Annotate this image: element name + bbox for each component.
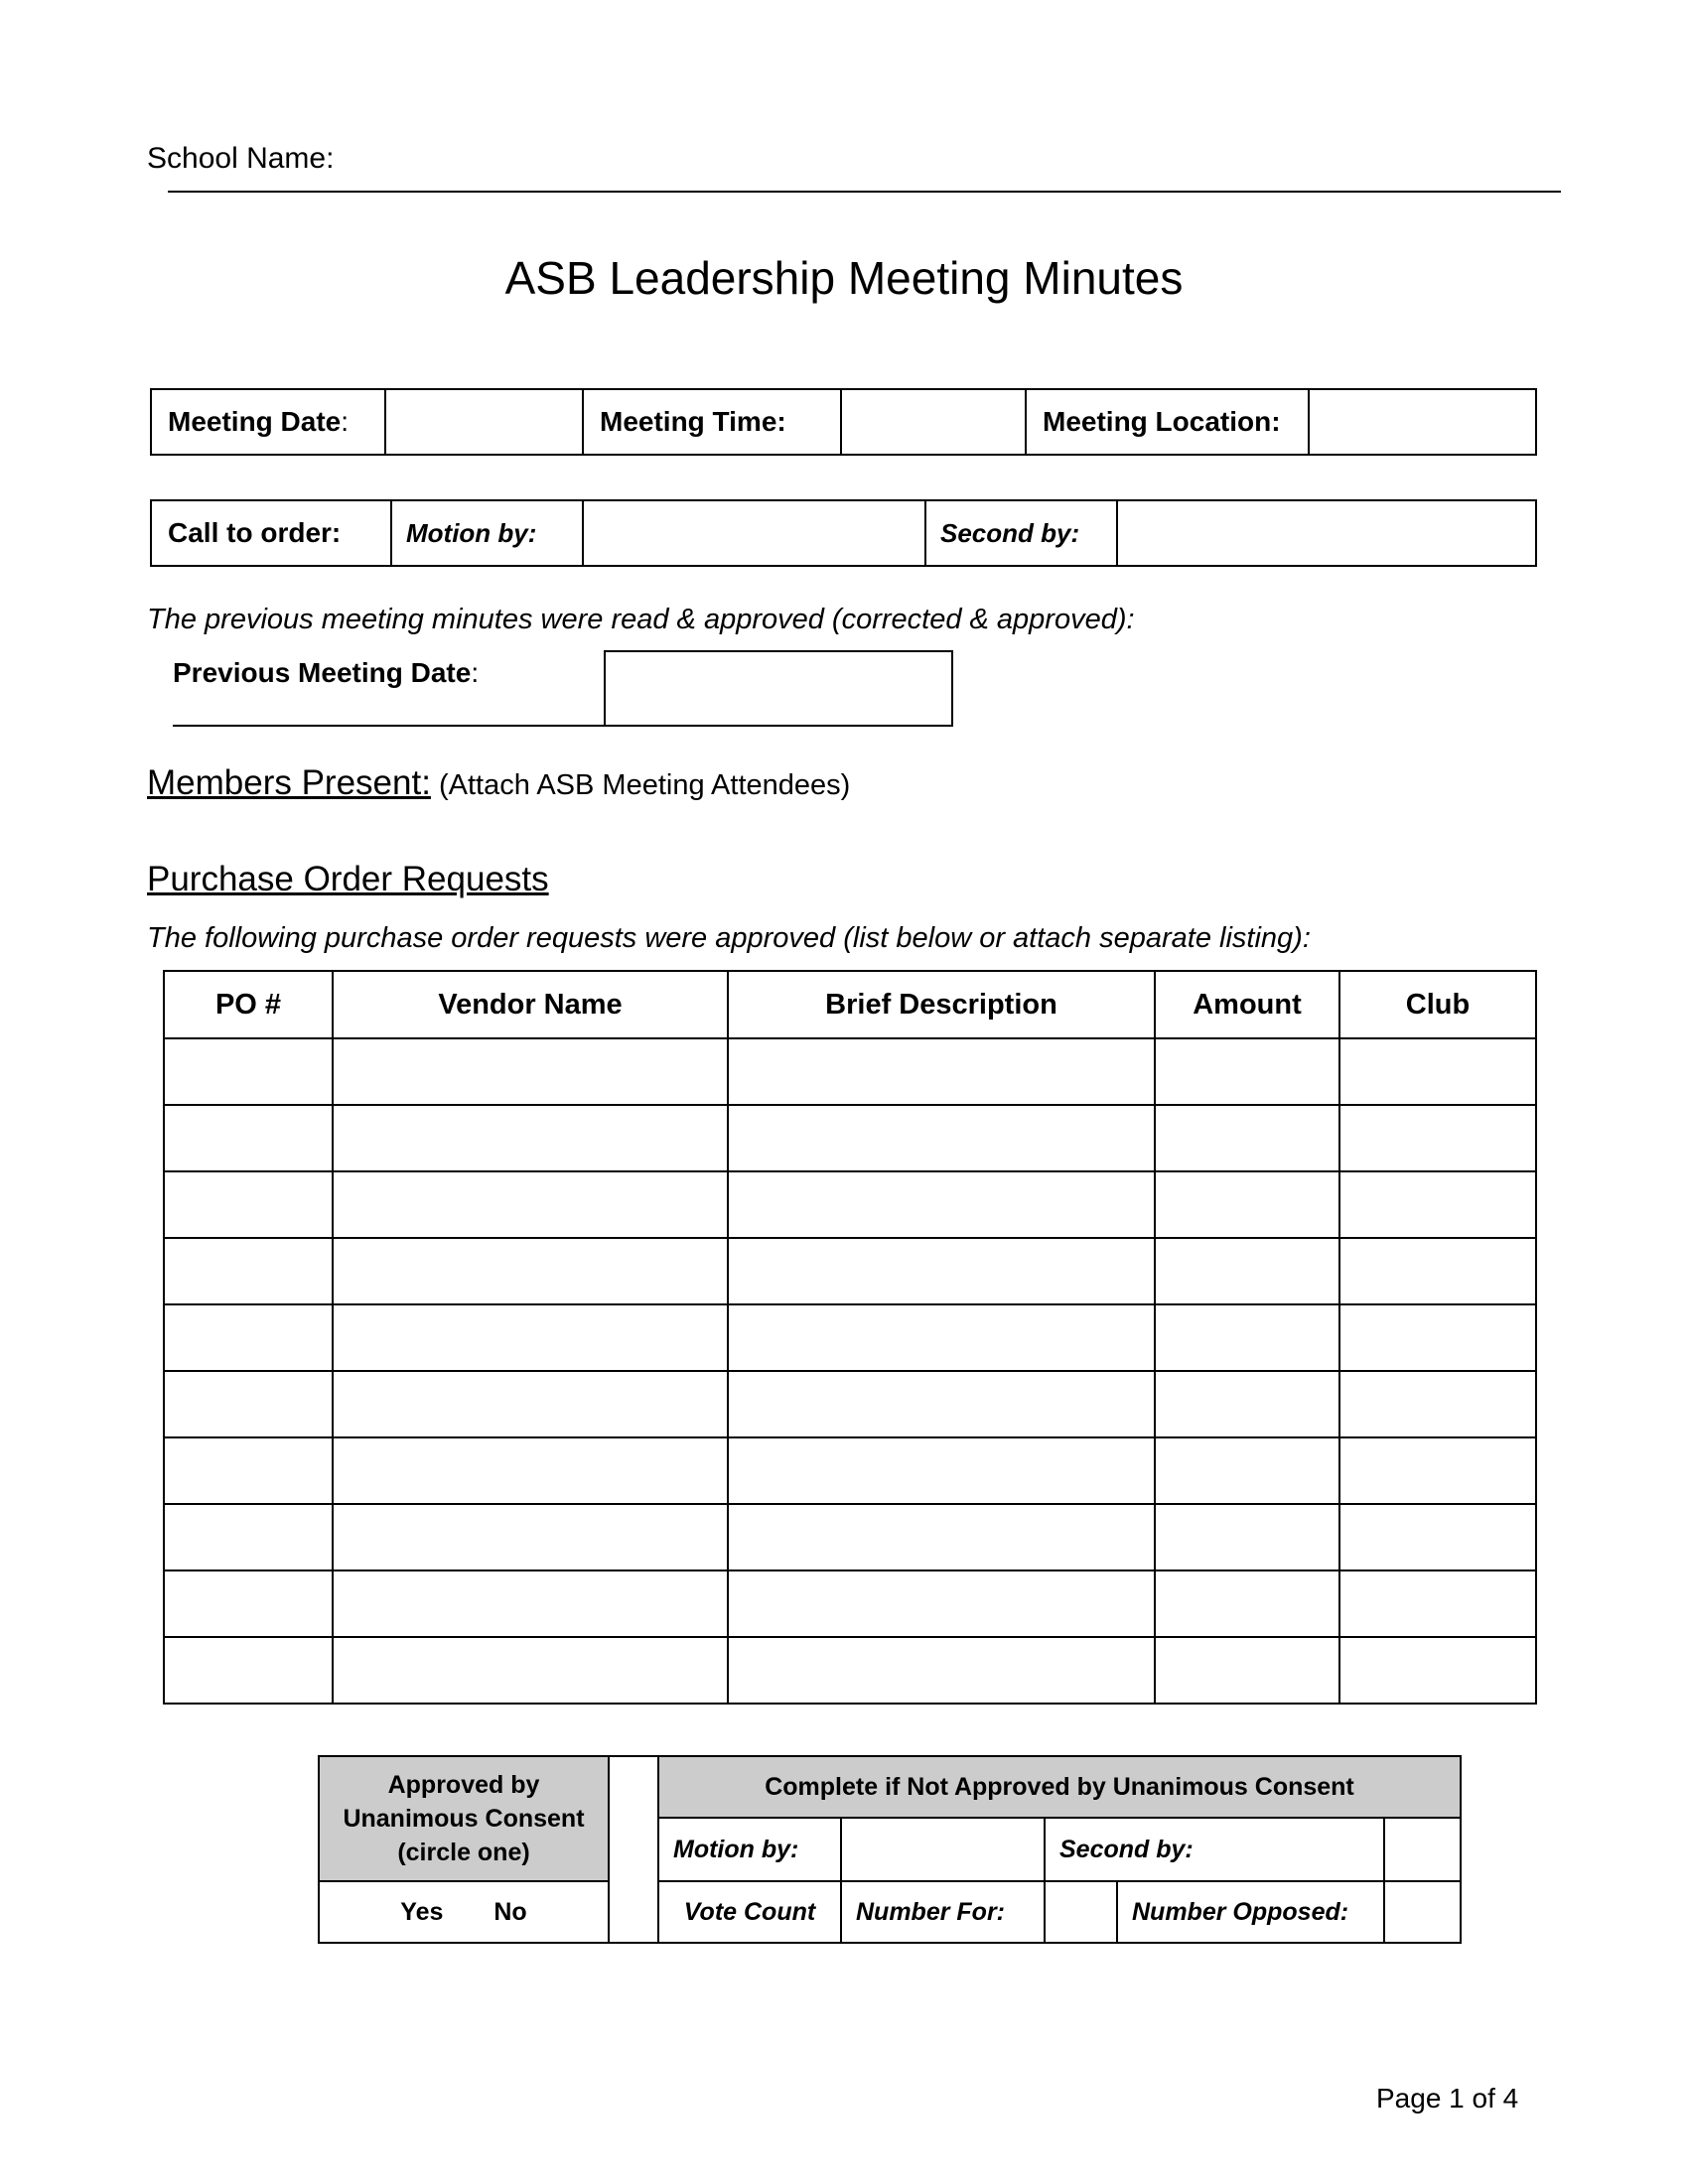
previous-minutes-note: The previous meeting minutes were read & approved (corrected & approved): bbox=[147, 604, 1135, 635]
table-cell[interactable] bbox=[1339, 1570, 1536, 1637]
column-header-vendor: Vendor Name bbox=[333, 971, 728, 1038]
call-to-order-table bbox=[150, 499, 1537, 567]
table-cell[interactable] bbox=[164, 1304, 333, 1371]
table-cell[interactable] bbox=[728, 1171, 1155, 1238]
table-cell[interactable] bbox=[164, 1504, 333, 1570]
table-cell[interactable] bbox=[333, 1504, 728, 1570]
table-cell[interactable] bbox=[333, 1238, 728, 1304]
spacer-cell bbox=[609, 1756, 658, 1943]
purchase-order-heading: Purchase Order Requests bbox=[147, 860, 549, 898]
motion-by-field[interactable] bbox=[583, 500, 925, 566]
number-for-label: Number For: bbox=[841, 1881, 1045, 1943]
table-row bbox=[164, 1504, 1536, 1570]
table-cell[interactable] bbox=[728, 1105, 1155, 1171]
table-cell[interactable] bbox=[1339, 1437, 1536, 1504]
table-cell[interactable] bbox=[164, 1437, 333, 1504]
page-number: Page 1 of 4 bbox=[1376, 2083, 1519, 2114]
table-cell[interactable] bbox=[164, 1371, 333, 1437]
table-cell[interactable] bbox=[164, 1637, 333, 1704]
table-cell[interactable] bbox=[1339, 1238, 1536, 1304]
number-opposed-label: Number Opposed: bbox=[1117, 1881, 1384, 1943]
meeting-date-label: Meeting Date: bbox=[151, 389, 385, 455]
column-header-amount: Amount bbox=[1155, 971, 1339, 1038]
unanimous-consent-heading: Approved by Unanimous Consent (circle one) bbox=[319, 1756, 609, 1881]
school-name-line[interactable] bbox=[168, 191, 1561, 193]
table-cell[interactable] bbox=[728, 1504, 1155, 1570]
table-cell[interactable] bbox=[1155, 1637, 1339, 1704]
meeting-time-label: Meeting Time: bbox=[583, 389, 841, 455]
table-row bbox=[164, 1238, 1536, 1304]
column-header-club: Club bbox=[1339, 971, 1536, 1038]
table-cell[interactable] bbox=[164, 1238, 333, 1304]
table-cell[interactable] bbox=[728, 1371, 1155, 1437]
table-cell[interactable] bbox=[1339, 1371, 1536, 1437]
table-row bbox=[164, 1637, 1536, 1704]
table-cell[interactable] bbox=[728, 1570, 1155, 1637]
table-cell[interactable] bbox=[728, 1238, 1155, 1304]
column-header-description: Brief Description bbox=[728, 971, 1155, 1038]
yes-option[interactable]: Yes bbox=[400, 1897, 444, 1926]
table-cell[interactable] bbox=[1155, 1238, 1339, 1304]
table-row bbox=[164, 1437, 1536, 1504]
table-cell[interactable] bbox=[1339, 1637, 1536, 1704]
not-approved-heading: Complete if Not Approved by Unanimous Consent bbox=[658, 1756, 1461, 1818]
table-cell[interactable] bbox=[333, 1038, 728, 1105]
approval-second-by-label: Second by: bbox=[1045, 1818, 1384, 1881]
table-cell[interactable] bbox=[333, 1105, 728, 1171]
table-row bbox=[164, 1570, 1536, 1637]
call-to-order-label: Call to order: bbox=[151, 500, 391, 566]
meeting-date-field[interactable] bbox=[385, 389, 583, 455]
purchase-order-table bbox=[163, 970, 1537, 1705]
table-cell[interactable] bbox=[1155, 1371, 1339, 1437]
table-cell[interactable] bbox=[333, 1570, 728, 1637]
second-by-label: Second by: bbox=[925, 500, 1117, 566]
table-row bbox=[164, 1171, 1536, 1238]
table-cell[interactable] bbox=[1339, 1304, 1536, 1371]
table-cell[interactable] bbox=[1155, 1105, 1339, 1171]
approval-motion-by-label: Motion by: bbox=[658, 1818, 841, 1881]
vote-count-label: Vote Count bbox=[658, 1881, 841, 1943]
members-present-heading: Members Present: bbox=[147, 763, 431, 802]
table-cell[interactable] bbox=[333, 1171, 728, 1238]
table-cell[interactable] bbox=[728, 1637, 1155, 1704]
school-name-label: School Name: bbox=[147, 142, 335, 175]
table-cell[interactable] bbox=[728, 1437, 1155, 1504]
table-row bbox=[164, 1371, 1536, 1437]
table-cell[interactable] bbox=[1155, 1171, 1339, 1238]
table-cell[interactable] bbox=[333, 1304, 728, 1371]
members-present-note: (Attach ASB Meeting Attendees) bbox=[439, 769, 851, 801]
table-cell[interactable] bbox=[164, 1570, 333, 1637]
previous-meeting-table bbox=[173, 650, 953, 727]
meeting-location-field[interactable] bbox=[1309, 389, 1536, 455]
meeting-time-field[interactable] bbox=[841, 389, 1026, 455]
table-cell[interactable] bbox=[1339, 1105, 1536, 1171]
table-cell[interactable] bbox=[1339, 1038, 1536, 1105]
number-opposed-field[interactable] bbox=[1384, 1881, 1461, 1943]
no-option[interactable]: No bbox=[493, 1897, 527, 1926]
approval-motion-by-field[interactable] bbox=[841, 1818, 1045, 1881]
column-header-po: PO # bbox=[164, 971, 333, 1038]
second-by-field[interactable] bbox=[1117, 500, 1536, 566]
members-present bbox=[147, 763, 850, 803]
previous-meeting-date-field[interactable] bbox=[605, 651, 952, 726]
approval-second-by-field[interactable] bbox=[1384, 1818, 1461, 1881]
table-cell[interactable] bbox=[728, 1038, 1155, 1105]
meeting-info-table bbox=[150, 388, 1537, 456]
table-cell[interactable] bbox=[1155, 1570, 1339, 1637]
yes-no-choice bbox=[319, 1881, 609, 1943]
table-cell[interactable] bbox=[164, 1171, 333, 1238]
motion-by-label: Motion by: bbox=[391, 500, 583, 566]
table-cell[interactable] bbox=[333, 1371, 728, 1437]
table-cell[interactable] bbox=[1155, 1038, 1339, 1105]
purchase-order-note: The following purchase order requests were approved (list below or attach separate listing): bbox=[147, 922, 1311, 954]
table-cell[interactable] bbox=[1339, 1504, 1536, 1570]
table-row bbox=[164, 1038, 1536, 1105]
table-cell[interactable] bbox=[164, 1038, 333, 1105]
previous-meeting-date-label: Previous Meeting Date: bbox=[173, 651, 605, 726]
table-cell[interactable] bbox=[728, 1304, 1155, 1371]
table-cell[interactable] bbox=[1155, 1437, 1339, 1504]
table-cell[interactable] bbox=[333, 1637, 728, 1704]
table-cell[interactable] bbox=[164, 1105, 333, 1171]
table-row bbox=[164, 1304, 1536, 1371]
table-row bbox=[164, 1105, 1536, 1171]
meeting-location-label: Meeting Location: bbox=[1026, 389, 1309, 455]
number-for-field[interactable] bbox=[1045, 1881, 1117, 1943]
approval-table bbox=[318, 1755, 1462, 1944]
page-title: ASB Leadership Meeting Minutes bbox=[504, 252, 1184, 304]
table-cell[interactable] bbox=[1155, 1304, 1339, 1371]
table-cell[interactable] bbox=[1339, 1171, 1536, 1238]
table-cell[interactable] bbox=[333, 1437, 728, 1504]
table-cell[interactable] bbox=[1155, 1504, 1339, 1570]
